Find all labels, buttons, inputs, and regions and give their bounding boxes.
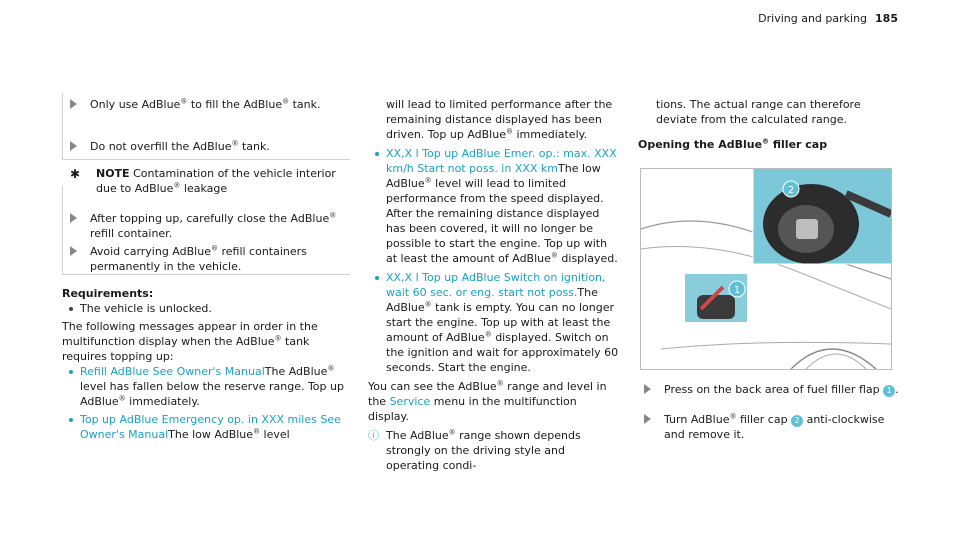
message-emer-op: XX,X l Top up AdBlue Emer. op.: max. XXX km/h Start not poss. in XXX kmThe low AdBlue® level will lead to limited performance from the speed displayed. After the remaining distance displayed has been covered, it will no longer be possible to start the engine. Top up with at least the amount of AdBlue® displayed. bbox=[374, 146, 620, 266]
message-emergency-link[interactable]: Top up AdBlue Emergency op. in XXX miles See Owner's Manual bbox=[80, 413, 341, 441]
step-arrow-icon bbox=[70, 246, 77, 256]
message-emer-op-link[interactable]: XX,X l Top up AdBlue Emer. op.: max. XXX km/h Start not poss. in XXX km bbox=[386, 147, 617, 175]
step-no-overfill: Do not overfill the AdBlue® tank. bbox=[90, 139, 345, 154]
step-arrow-icon bbox=[70, 213, 77, 223]
column-3 bbox=[638, 97, 900, 152]
service-menu-link[interactable]: Service bbox=[389, 395, 431, 408]
page-number: 185 bbox=[875, 12, 898, 25]
requirements-section bbox=[62, 286, 352, 442]
message-switch-on-link[interactable]: XX,X l Top up AdBlue Switch on ignition, wait 60 sec. or eng. start not poss. bbox=[386, 271, 606, 299]
note-contamination: ✱ NOTE Contamination of the vehicle interior due to AdBlue® leakage bbox=[70, 167, 336, 195]
requirements-title: Requirements: bbox=[62, 287, 154, 300]
callout-1-badge: 1 bbox=[883, 385, 895, 397]
info-icon: ⓘ bbox=[368, 429, 379, 442]
step-arrow-icon bbox=[644, 384, 651, 394]
step-close-container: After topping up, carefully close the AdBlue® refill container. bbox=[90, 211, 345, 241]
service-menu-text: You can see the AdBlue® range and level in the Service menu in the multifunction display. bbox=[368, 379, 607, 423]
column-2 bbox=[368, 97, 620, 473]
step-avoid-carrying: Avoid carrying AdBlue® refill containers permanently in the vehicle. bbox=[90, 244, 345, 274]
step-press-flap: Press on the back area of fuel filler flap 1 . bbox=[664, 382, 900, 397]
messages-intro: The following messages appear in order in the multifunction display when the AdBlue® tank requires topping up: bbox=[62, 320, 318, 363]
step-arrow-icon bbox=[70, 141, 77, 151]
warning-x-icon: ✱ bbox=[70, 167, 81, 181]
callout-2-label: 2 bbox=[787, 185, 795, 196]
car-filler-illustration bbox=[641, 169, 891, 369]
tip-continued: tions. The actual range can therefore deviate from the calculated range. bbox=[656, 98, 861, 126]
filler-cap-illustration bbox=[640, 168, 892, 370]
message-refill: Refill AdBlue See Owner's ManualThe AdBlue® level has fallen below the reserve range. Top up AdBlue® immediately. bbox=[68, 364, 352, 409]
requirement-item: The vehicle is unlocked. bbox=[68, 301, 352, 316]
callout-2-badge: 2 bbox=[791, 415, 803, 427]
filler-cap-heading: Opening the AdBlue® filler cap bbox=[638, 137, 828, 151]
message-switch-on: XX,X l Top up AdBlue Switch on ignition, wait 60 sec. or eng. start not poss.The AdBlue® tank is empty. You can no longer start the engine. Top up with at least the amount of AdBlue® displayed. Switch on the ignition and wait for approximately 60 seconds. Start the engine. bbox=[374, 270, 620, 375]
step-arrow-icon bbox=[70, 99, 77, 109]
tip-range: ⓘ The AdBlue® range shown depends strongly on the driving style and operating condi- bbox=[368, 428, 581, 472]
section-title: Driving and parking bbox=[758, 12, 868, 25]
page-header bbox=[758, 11, 898, 26]
step-turn-cap: Turn AdBlue® filler cap 2 anti-clockwise and remove it. bbox=[664, 412, 900, 442]
step-arrow-icon bbox=[644, 414, 651, 424]
callout-1-label: 1 bbox=[733, 285, 741, 296]
message-continued: will lead to limited performance after the remaining distance displayed has been driven. Top up AdBlue® immediately. bbox=[386, 98, 613, 141]
message-emergency: Top up AdBlue Emergency op. in XXX miles See Owner's ManualThe low AdBlue® level bbox=[68, 412, 352, 442]
step-use-adblue: Only use AdBlue® to fill the AdBlue® tank. bbox=[90, 97, 345, 112]
message-refill-link[interactable]: Refill AdBlue See Owner's Manual bbox=[80, 365, 265, 378]
